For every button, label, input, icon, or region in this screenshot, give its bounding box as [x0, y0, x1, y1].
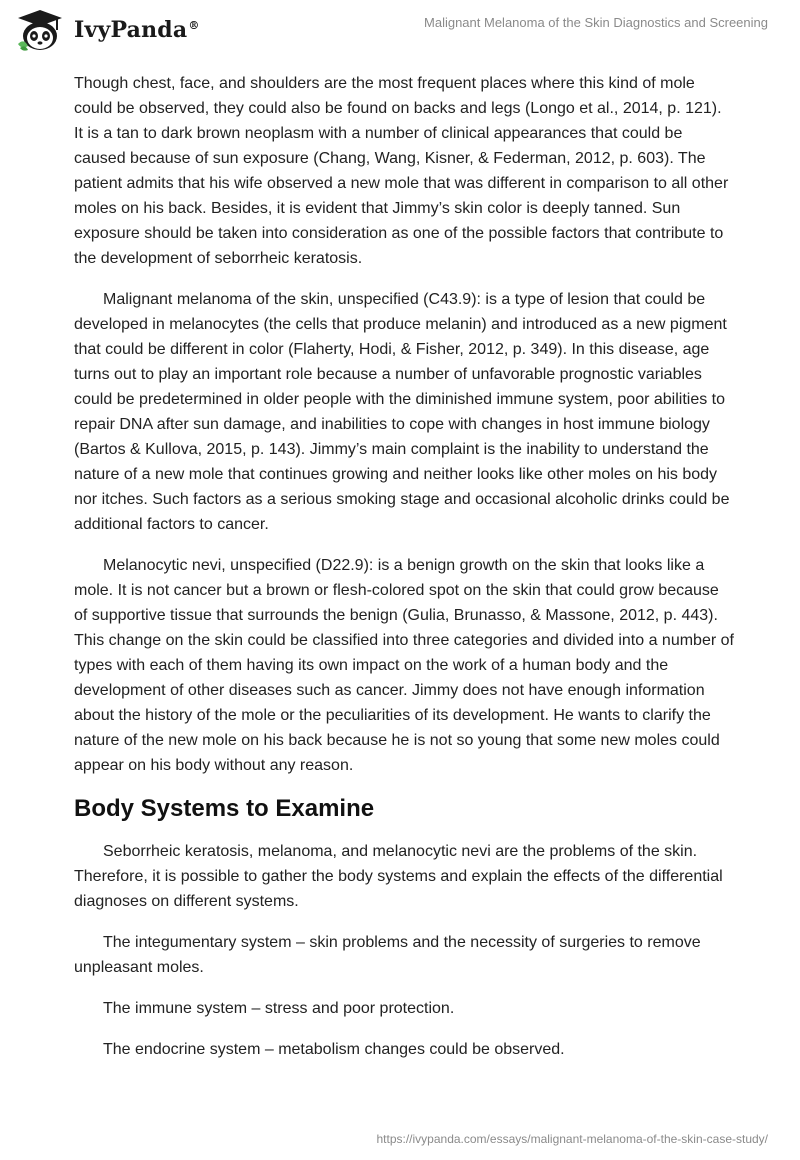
- paragraph: The integumentary system – skin problems and the necessity of surgeries to remove unpleasant moles.: [74, 934, 701, 976]
- page-header: [0, 0, 800, 64]
- paragraph: The immune system – stress and poor protection.: [103, 1000, 455, 1017]
- panda-graduate-icon: [14, 8, 66, 52]
- source-url[interactable]: https://ivypanda.com/essays/malignant-melanoma-of-the-skin-case-study/: [376, 1132, 768, 1146]
- essay-content: [74, 71, 734, 1078]
- paragraph: Melanocytic nevi, unspecified (D22.9): is a benign growth on the skin that looks like a mole. It is not cancer but a brown or flesh-colored spot on the skin that could grow because of supportive tissue that surrounds the benign (Gulia, Brunasso, & Massone, 2012, p. 443). This change on the skin could be classified into three categories and divided into a number of types with each of them having its own impact on the work of a human body and the development of other diseases such as cancer. Jimmy does not have enough information about the history of the mole or the peculiarities of its development. He wants to clarify the nature of the new mole on his back because he is not so young that some new moles could appear on his body without any reason.: [74, 557, 734, 774]
- paragraph: The endocrine system – metabolism changes could be observed.: [103, 1041, 565, 1058]
- paragraph: Though chest, face, and shoulders are the most frequent places where this kind of mole could be observed, they could also be found on backs and legs (Longo et al., 2014, p. 121). It is a tan to dark brown neoplasm with a number of clinical appearances that could be caused because of sun exposure (Chang, Wang, Kisner, & Federman, 2012, p. 603). The patient admits that his wife observed a new mole that was different in comparison to all other moles on his back. Besides, it is evident that Jimmy’s skin color is deeply tanned. Sun exposure should be taken into consideration as one of the possible factors that contribute to the development of seborrheic keratosis.: [74, 75, 729, 267]
- brand-name: IvyPanda®: [74, 17, 200, 43]
- paragraph: Seborrheic keratosis, melanoma, and melanocytic nevi are the problems of the skin. Therefore, it is possible to gather the body systems and explain the effects of the differential diagnoses on different systems.: [74, 843, 723, 910]
- ivypanda-logo[interactable]: [14, 8, 200, 52]
- document-title: Malignant Melanoma of the Skin Diagnostics and Screening: [424, 15, 768, 30]
- paragraph: Malignant melanoma of the skin, unspecified (C43.9): is a type of lesion that could be developed in melanocytes (the cells that produce melanin) and introduced as a new pigment that could be different in color (Flaherty, Hodi, & Fisher, 2012, p. 349). In this disease, age turns out to play an important role because a number of unfavorable prognostic variables could be predetermined in older people with the diminished immune system, poor abilities to repair DNA after sun damage, and inabilities to cope with changes in host immune biology (Bartos & Kullova, 2015, p. 143). Jimmy’s main complaint is the inability to understand the nature of a new mole that continues growing and neither looks like other moles on his body nor itches. Such factors as a serious smoking stage and occasional alcoholic drinks could be additional factors to cancer.: [74, 291, 730, 533]
- section-heading: Body Systems to Examine: [74, 795, 375, 822]
